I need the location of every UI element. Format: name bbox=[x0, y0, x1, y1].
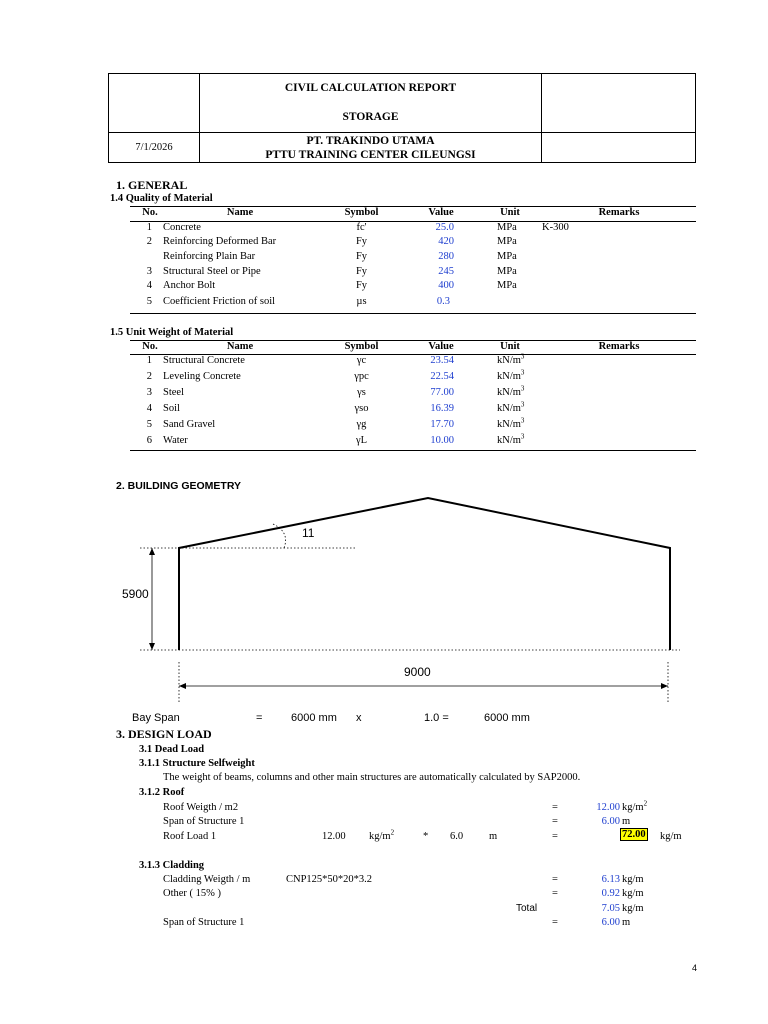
width-arrow-left bbox=[179, 683, 186, 689]
page-number: 4 bbox=[692, 963, 698, 973]
col-no: No. bbox=[142, 341, 158, 352]
height-label: 5900 bbox=[122, 587, 149, 601]
cell-unit: $kN/m^3$ bbox=[497, 416, 525, 430]
table-row bbox=[130, 280, 696, 295]
cladding-profile: CNP125*50*20*3.2 bbox=[286, 874, 373, 885]
cell-name: Reinforcing Deformed Bar bbox=[163, 236, 277, 247]
frame-outline bbox=[179, 498, 670, 650]
cladding-span-unit: m bbox=[622, 917, 631, 928]
roof-span-label: Span of Structure 1 bbox=[163, 816, 245, 827]
table-row bbox=[130, 384, 696, 402]
cell-unit: $kN/m^3$ bbox=[497, 368, 525, 382]
cladding-other-label: Other ( 15% ) bbox=[163, 888, 222, 899]
col-no: No. bbox=[142, 207, 158, 218]
cladding-other-value: 0.92 bbox=[601, 888, 620, 899]
table-row bbox=[130, 432, 696, 450]
cell-symbol: γg bbox=[356, 419, 367, 430]
cell-name: Coefficient Friction of soil bbox=[163, 296, 276, 307]
col-symbol: Symbol bbox=[344, 341, 379, 352]
cell-no: 3 bbox=[146, 266, 152, 277]
col-remarks: Remarks bbox=[598, 341, 640, 352]
company-name: PT. TRAKINDO UTAMA bbox=[306, 135, 435, 147]
col-unit: Unit bbox=[500, 341, 520, 352]
cell-no: 1 bbox=[146, 222, 152, 233]
roof-load-eq: = bbox=[552, 831, 558, 842]
cell-unit: $kN/m^3$ bbox=[497, 352, 525, 366]
cladding-total-unit: kg/m bbox=[622, 903, 644, 914]
cladding-total-value: 7.05 bbox=[601, 903, 620, 914]
project-name: PTTU TRAINING CENTER CILEUNGSI bbox=[265, 149, 476, 161]
quality-table bbox=[130, 206, 696, 316]
cell-name: Structural Concrete bbox=[163, 355, 245, 366]
design-load-heading: 3. DESIGN LOAD bbox=[116, 727, 212, 741]
roof-span-eq: = bbox=[552, 816, 558, 827]
height-arrow-top bbox=[149, 548, 155, 555]
cell-unit: MPa bbox=[497, 236, 517, 247]
col-name: Name bbox=[226, 341, 254, 352]
col-name: Name bbox=[226, 207, 254, 218]
roof-load-span-unit: m bbox=[489, 831, 498, 842]
table-row bbox=[130, 266, 696, 281]
section-general-heading: 1. GENERAL bbox=[116, 178, 188, 192]
cladding-span-label: Span of Structure 1 bbox=[163, 917, 245, 928]
cell-name: Steel bbox=[163, 387, 184, 398]
cell-value: 420 bbox=[438, 236, 454, 247]
bay-span-result: 6000 mm bbox=[484, 712, 530, 724]
table-row bbox=[130, 296, 696, 311]
cell-no: 6 bbox=[146, 435, 152, 446]
cladding-total-label: Total bbox=[516, 903, 538, 914]
cell-value: 77.00 bbox=[430, 387, 454, 398]
cell-symbol: γso bbox=[354, 403, 369, 414]
cladding-weight-unit: kg/m bbox=[622, 874, 644, 885]
table-row bbox=[130, 236, 696, 251]
cladding-span-eq: = bbox=[552, 917, 558, 928]
cell-symbol: γs bbox=[357, 387, 366, 398]
cell-no: 1 bbox=[146, 355, 152, 366]
cell-unit: $kN/m^3$ bbox=[497, 432, 525, 446]
cell-name: Anchor Bolt bbox=[163, 280, 216, 291]
col-symbol: Symbol bbox=[344, 207, 379, 218]
cell-no: 3 bbox=[146, 387, 152, 398]
cell-no: 2 bbox=[146, 371, 152, 382]
cell-unit: $kN/m^3$ bbox=[497, 384, 525, 398]
roof-span-unit: m bbox=[622, 816, 631, 827]
unit-weight-heading: 1.5 Unit Weight of Material bbox=[110, 327, 234, 338]
bay-span-value: 6000 mm bbox=[291, 712, 337, 724]
col-unit: Unit bbox=[500, 207, 520, 218]
roof-load-value: 72.00 bbox=[622, 829, 646, 840]
cell-value: 10.00 bbox=[430, 435, 454, 446]
cell-name: Reinforcing Plain Bar bbox=[163, 251, 256, 262]
table-row bbox=[130, 400, 696, 418]
report-header bbox=[108, 73, 696, 163]
cell-value: 0.3 bbox=[436, 296, 450, 307]
cell-symbol: Fy bbox=[355, 251, 368, 262]
roof-span-value: 6.00 bbox=[601, 816, 620, 827]
cell-remarks: K-300 bbox=[542, 222, 569, 233]
selfweight-heading: 3.1.1 Structure Selfweight bbox=[139, 758, 255, 769]
table-row bbox=[130, 416, 696, 434]
cell-unit: $kN/m^3$ bbox=[497, 400, 525, 414]
cladding-weight-eq: = bbox=[552, 874, 558, 885]
roof-heading: 3.1.2 Roof bbox=[139, 787, 185, 798]
cell-unit: MPa bbox=[497, 280, 517, 291]
cell-no: 4 bbox=[146, 280, 152, 291]
cell-symbol: Fy bbox=[355, 266, 368, 277]
roof-weight-unit: $kg/m^2$ bbox=[622, 799, 648, 813]
cell-symbol: Fy bbox=[355, 236, 368, 247]
report-title: CIVIL CALCULATION REPORT bbox=[284, 82, 457, 94]
cell-symbol: µs bbox=[356, 296, 367, 307]
cladding-weight-label: Cladding Weigth / m bbox=[163, 874, 251, 885]
roof-load-unit: kg/m bbox=[660, 831, 682, 842]
cell-symbol: Fy bbox=[355, 280, 368, 291]
width-label: 9000 bbox=[404, 665, 431, 679]
cladding-span-value: 6.00 bbox=[601, 917, 620, 928]
cell-symbol: γc bbox=[356, 355, 367, 366]
bay-span-label: Bay Span bbox=[132, 712, 180, 724]
cladding-other-eq: = bbox=[552, 888, 558, 899]
roof-weight-eq: = bbox=[552, 802, 558, 813]
cell-unit: MPa bbox=[497, 251, 517, 262]
roof-load-times: * bbox=[423, 831, 429, 842]
cell-no: 4 bbox=[146, 403, 152, 414]
cell-value: 400 bbox=[438, 280, 454, 291]
cell-value: 23.54 bbox=[430, 355, 454, 366]
roof-load-weight: 12.00 bbox=[322, 831, 346, 842]
cell-name: Soil bbox=[163, 403, 180, 414]
cell-unit: MPa bbox=[497, 266, 517, 277]
cell-unit: MPa bbox=[497, 222, 517, 233]
table-row bbox=[130, 251, 696, 266]
cell-name: Structural Steel or Pipe bbox=[163, 266, 261, 277]
col-value: Value bbox=[428, 207, 454, 218]
bay-span-eq: = bbox=[256, 712, 263, 724]
cladding-other-unit: kg/m bbox=[622, 888, 644, 899]
cell-value: 16.39 bbox=[430, 403, 454, 414]
cell-value: 25.0 bbox=[435, 222, 454, 233]
roof-load-label: Roof Load 1 bbox=[163, 831, 217, 842]
unit-weight-table bbox=[130, 340, 696, 452]
dead-load-heading: 3.1 Dead Load bbox=[139, 744, 205, 755]
table-header-row bbox=[130, 207, 696, 222]
roof-load-span: 6.0 bbox=[450, 831, 464, 842]
cell-value: 22.54 bbox=[430, 371, 454, 382]
cell-value: 245 bbox=[438, 266, 454, 277]
cell-symbol: fc' bbox=[356, 222, 367, 233]
building-geometry-diagram bbox=[0, 490, 768, 705]
report-subtitle: STORAGE bbox=[342, 111, 399, 123]
cladding-heading: 3.1.3 Cladding bbox=[139, 860, 205, 871]
table-row bbox=[130, 368, 696, 386]
roof-weight-value: 12.00 bbox=[596, 802, 620, 813]
cell-name: Water bbox=[163, 435, 188, 446]
cell-value: 280 bbox=[438, 251, 454, 262]
width-arrow-right bbox=[661, 683, 668, 689]
cell-name: Leveling Concrete bbox=[163, 371, 241, 382]
report-date: 7/1/2026 bbox=[135, 142, 173, 153]
cell-symbol: γL bbox=[355, 435, 368, 446]
col-value: Value bbox=[428, 341, 454, 352]
col-remarks: Remarks bbox=[598, 207, 640, 218]
bay-span-factor: 1.0 = bbox=[424, 712, 449, 724]
roof-load-weight-unit: $kg/m^2$ bbox=[369, 828, 395, 842]
bay-span-x: x bbox=[356, 712, 362, 724]
table-row bbox=[130, 352, 696, 370]
roof-angle-label: 11 bbox=[302, 526, 315, 540]
geometry-heading: 2. BUILDING GEOMETRY bbox=[116, 480, 242, 492]
quality-heading: 1.4 Quality of Material bbox=[110, 193, 213, 204]
cell-symbol: γpc bbox=[354, 371, 369, 382]
roof-weight-label: Roof Weigth / m2 bbox=[163, 802, 239, 813]
height-arrow-bottom bbox=[149, 643, 155, 650]
cell-no: 5 bbox=[146, 419, 152, 430]
cell-no: 2 bbox=[146, 236, 152, 247]
cell-name: Sand Gravel bbox=[163, 419, 216, 430]
cell-no: 5 bbox=[146, 296, 152, 307]
selfweight-note: The weight of beams, columns and other main structures are automatically calculated by SAP2000. bbox=[163, 772, 581, 783]
cladding-weight-value: 6.13 bbox=[601, 874, 620, 885]
cell-name: Concrete bbox=[163, 222, 201, 233]
table-row bbox=[130, 222, 696, 237]
cell-value: 17.70 bbox=[430, 419, 454, 430]
